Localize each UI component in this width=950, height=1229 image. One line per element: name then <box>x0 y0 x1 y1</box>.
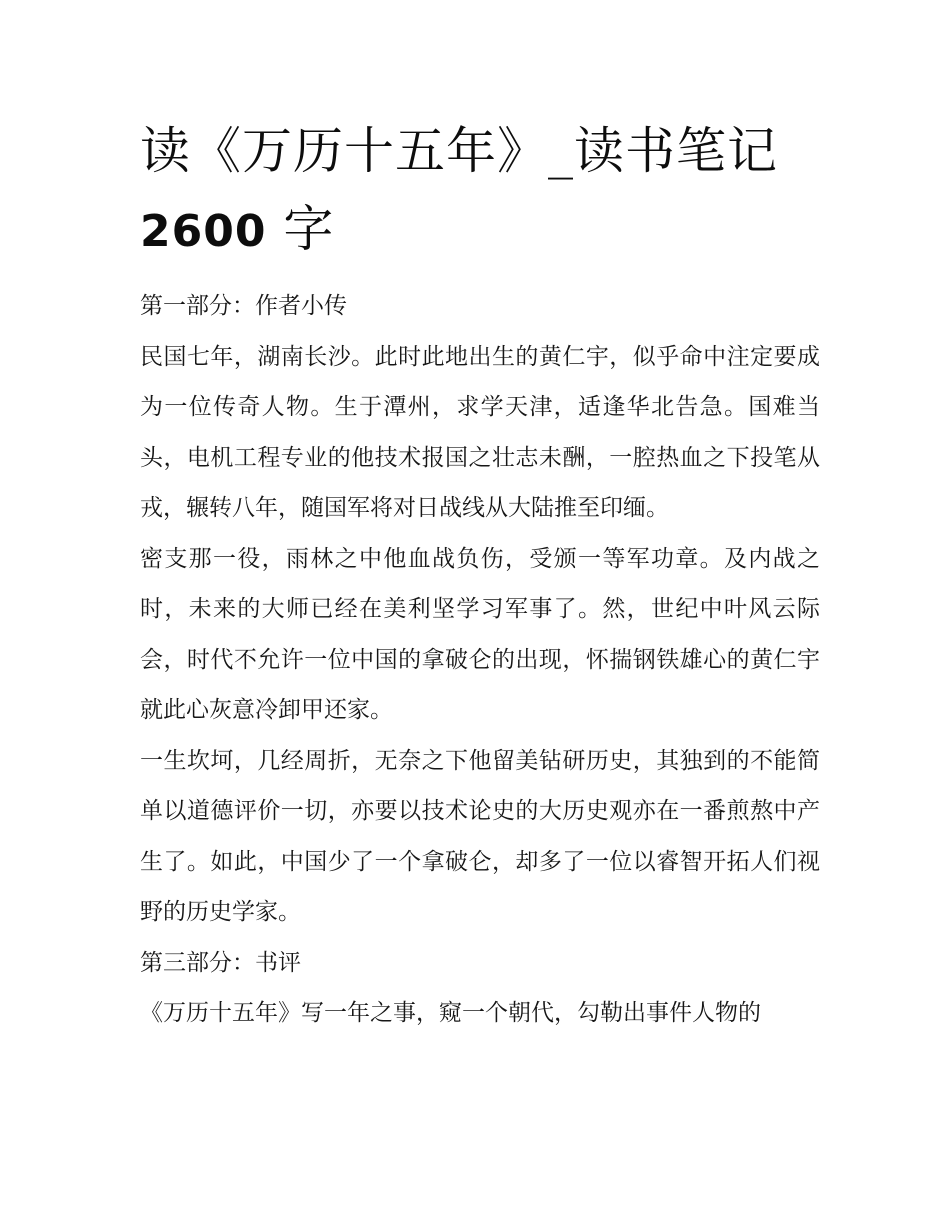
paragraph: 《万历十五年》写一年之事，窥一个朝代，勾勒出事件人物的 <box>140 1000 761 1026</box>
document-title <box>140 112 820 271</box>
paragraph: 一生坎坷，几经周折，无奈之下他留美钻研历史，其独到的不能简单以道德评价一切，亦要以技术论史的大历史观亦在一番煎熬中产生了。如此，中国少了一个拿破仑，却多了一位以睿智开拓人们视野的历史学家。 <box>140 747 820 925</box>
section-heading-review: 第三部分：书评 <box>140 949 301 976</box>
document-body <box>140 281 820 1039</box>
paragraph: 密支那一役，雨林之中他血战负伤，受颁一等军功章。及内战之时，未来的大师已经在美利坚学习军事了。然，世纪中叶风云际会，时代不允许一位中国的拿破仑的出现，怀揣钢铁雄心的黄仁宇就此心灰意冷卸甲还家。 <box>140 545 820 723</box>
title-unit: 字 <box>266 200 335 258</box>
title-word-count: 2600 <box>140 206 267 257</box>
section-heading-author: 第一部分：作者小传 <box>140 293 347 319</box>
title-text: 读《万历十五年》_读书笔记 <box>140 122 778 180</box>
paragraph: 民国七年，湖南长沙。此时此地出生的黄仁宇，似乎命中注定要成为一位传奇人物。生于潭州，求学天津，适逢华北告急。国难当头，电机工程专业的他技术报国之壮志未酬，一腔热血之下投笔从戎，辗转八年，随国军将对日战线从大陆推至印缅。 <box>140 343 820 521</box>
